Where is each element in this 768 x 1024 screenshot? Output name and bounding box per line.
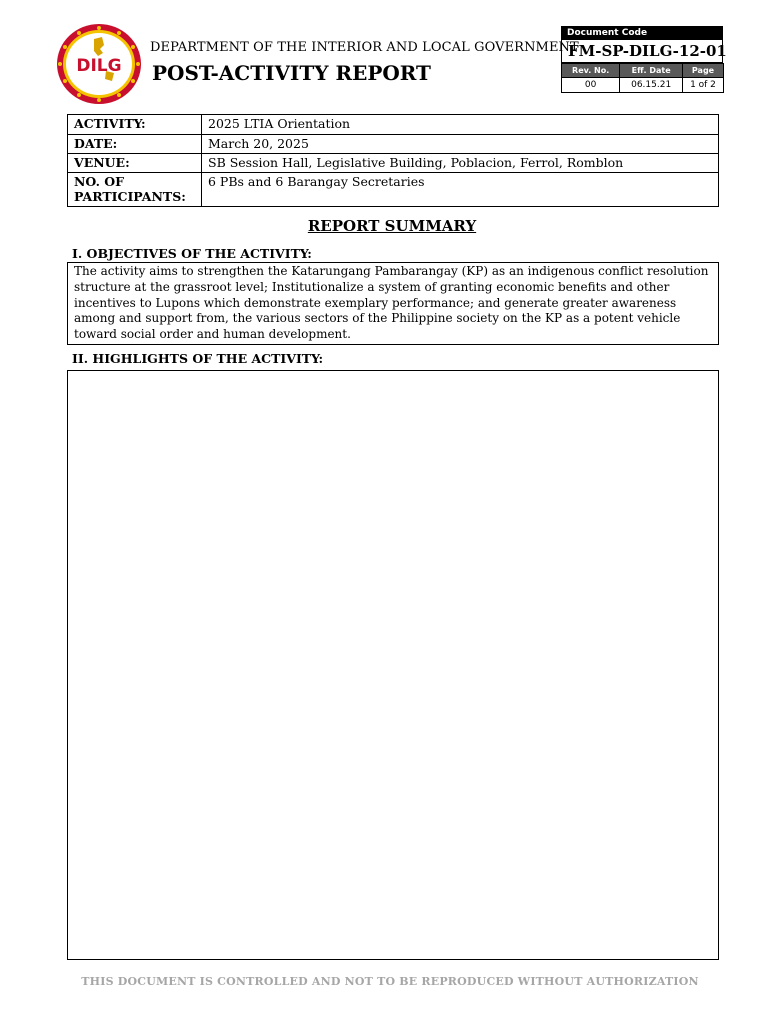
rev-no-value: 00 [562, 78, 620, 93]
report-summary-title: REPORT SUMMARY [307, 217, 477, 235]
date-label: DATE: [68, 135, 202, 154]
participants-label: NO. OF PARTICIPANTS: [68, 173, 202, 207]
page-label: Page [682, 64, 723, 78]
document-code-box [561, 26, 727, 63]
highlights-heading: II. HIGHLIGHTS OF THE ACTIVITY: [72, 351, 324, 366]
page-value: 1 of 2 [682, 78, 723, 93]
activity-label: ACTIVITY: [68, 115, 202, 135]
dilg-seal-logo [56, 23, 142, 105]
agency-name: DEPARTMENT OF THE INTERIOR AND LOCAL GOVERNMENT [150, 40, 579, 55]
footer-notice: THIS DOCUMENT IS CONTROLLED AND NOT TO BE REPRODUCED WITHOUT AUTHORIZATION [81, 975, 699, 988]
activity-info-table [67, 114, 719, 207]
document-meta-table [561, 63, 724, 93]
venue-value: SB Session Hall, Legislative Building, Poblacion, Ferrol, Romblon [202, 154, 719, 173]
logo-text: DILG [76, 56, 122, 76]
date-value: March 20, 2025 [202, 135, 719, 154]
participants-value: 6 PBs and 6 Barangay Secretaries [202, 173, 719, 207]
document-code-label: Document Code [561, 26, 723, 40]
venue-label: VENUE: [68, 154, 202, 173]
document-code-value: FM-SP-DILG-12-01 [561, 40, 723, 63]
objectives-heading: I. OBJECTIVES OF THE ACTIVITY: [72, 246, 312, 261]
rev-no-label: Rev. No. [562, 64, 620, 78]
highlights-box [67, 370, 719, 960]
objectives-text: The activity aims to strengthen the Katarungang Pambarangay (KP) as an indigenous conflict resolution structure at the grassroot level; Institutionalize a system of granting economic benefits and other incentives to Lupons which demonstrate exemplary performance; and generate greater awareness among and support from, the various sectors of the Philippine society on the KP as a potent vehicle toward social order and human development. [67, 262, 719, 345]
activity-value: 2025 LTIA Orientation [202, 115, 719, 135]
page-title: POST-ACTIVITY REPORT [152, 61, 431, 85]
eff-date-value: 06.15.21 [620, 78, 683, 93]
eff-date-label: Eff. Date [620, 64, 683, 78]
